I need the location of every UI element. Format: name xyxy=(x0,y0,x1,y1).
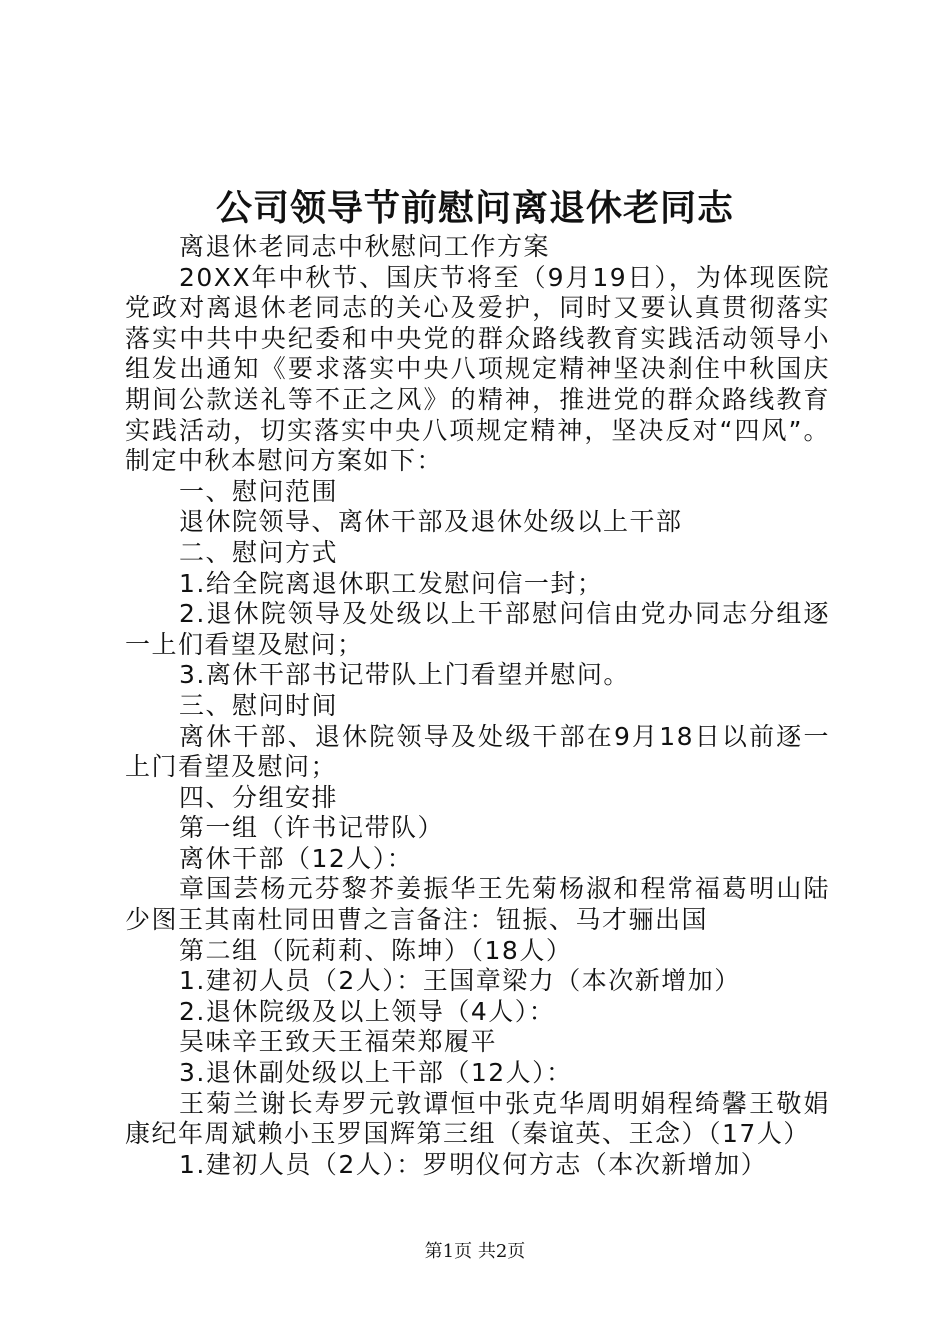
section-heading: 二、慰问方式 xyxy=(179,537,339,567)
section-heading: 一、慰问范围 xyxy=(179,476,339,506)
body-paragraph: 20XX年中秋节、国庆节将至（9月19日），为体现医院党政对离退休老同志的关心及爱护，同时又要认真贯彻落实落实中共中央纪委和中央党的群众路线教育实践活动领导小组发出通知《要求落实中央八项规定精神坚决刹住中秋国庆期间公款送礼等不正之风》的精神，推进党的群众路线教育实践活动，切实落实中央八项规定精神，坚决反对“四风”。制定中秋本慰问方案如下： xyxy=(125,262,830,476)
list-item: 2.退休院领导及处级以上干部慰问信由党办同志分组逐一上们看望及慰问； xyxy=(125,599,830,659)
list-item: 2.退休院级及以上领导（4人）： xyxy=(179,996,556,1026)
name-list: 吴味辛王致天王福荣郑履平 xyxy=(179,1027,498,1057)
document-title: 公司领导节前慰问离退休老同志 xyxy=(215,187,734,229)
page-number-footer: 第1页 共2页 xyxy=(424,1241,526,1262)
section-heading: 四、分组安排 xyxy=(179,782,339,812)
list-item: 1.建初人员（2人）：罗明仪何方志（本次新增加） xyxy=(179,1149,768,1179)
body-paragraph: 离休干部（12人）： xyxy=(179,843,414,873)
list-item: 3.离休干部书记带队上门看望并慰问。 xyxy=(179,660,630,690)
list-item: 1.建初人员（2人）：王国章梁力（本次新增加） xyxy=(179,966,741,996)
body-paragraph: 离退休老同志中秋慰问工作方案 xyxy=(179,232,551,261)
group-heading: 第二组（阮莉莉、陈坤）（18人） xyxy=(179,935,573,965)
body-paragraph: 退休院领导、离休干部及退休处级以上干部 xyxy=(179,507,683,537)
list-item: 1.给全院离退休职工发慰问信一封； xyxy=(179,568,604,598)
name-list: 王菊兰谢长寿罗元敦谭恒中张克华周明娟程绮馨王敬娟康纪年周斌赖小玉罗国辉第三组（秦谊英、王念）（17人） xyxy=(125,1088,830,1149)
body-paragraph: 离休干部、退休院领导及处级干部在9月18日以前逐一上门看望及慰问； xyxy=(125,721,830,782)
section-heading: 三、慰问时间 xyxy=(179,690,339,720)
name-list: 章国芸杨元芬黎芥姜振华王先菊杨淑和程常福葛明山陆少图王其南杜同田曹之言备注：钮振、马才骊出国 xyxy=(125,874,830,935)
document-body xyxy=(125,232,830,1180)
list-item: 3.退休副处级以上干部（12人）： xyxy=(179,1058,573,1088)
group-heading: 第一组（许书记带队） xyxy=(179,813,445,843)
